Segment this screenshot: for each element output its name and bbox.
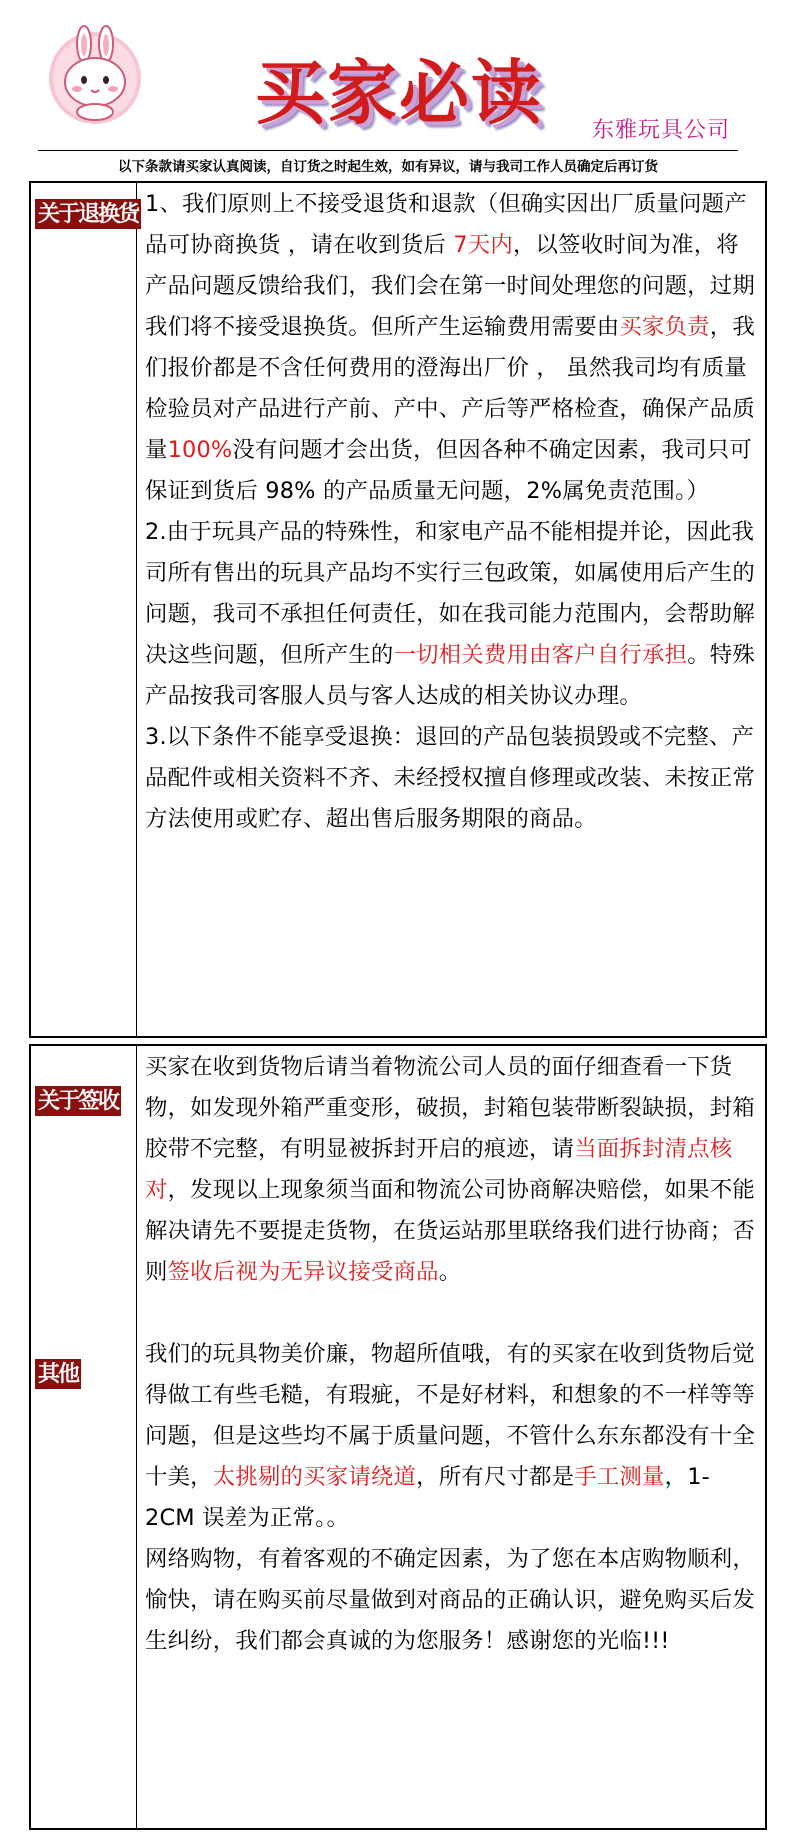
text-span: 。特殊产品按我司客服人员与客人达成的相关协议办理。 — [145, 642, 755, 709]
text-span: ，发现以上现象须当面和物流公司协商解决赔偿，如果不能解决请先不要提走货物，在货运站那里联络我们进行协商；否则 — [145, 1177, 755, 1285]
paragraph — [145, 1539, 757, 1662]
text-span: 3.以下条件不能享受退换：退回的产品包装损毁或不完整、产品配件或相关资料不齐、未经授权擅自修理或改装、未按正常方法使用或贮存、超出售后服务期限的商品。 — [145, 724, 755, 832]
bunny-mascot-icon — [40, 20, 150, 130]
header-divider — [38, 150, 738, 151]
text-span: 2.由于玩具产品的特殊性，和家电产品不能相提并论，因此我司所有售出的玩具产品均不实行三包政策，如属使用后产生的问题，我司不承担任何责任，如在我司能力范围内，会帮助解决这些问题，但所产生的 — [145, 519, 755, 668]
highlight-text: 太挑剔的买家请绕道 — [212, 1464, 417, 1490]
signing-other-section — [29, 1044, 767, 1830]
spacer — [145, 1293, 757, 1334]
highlight-text: 100% — [167, 437, 233, 463]
text-span: ，以签收时间为准，将产品问题反馈给我们，我们会在第一时间处理您的问题，过期我们将不接受退换货。但所产生运输费用需要由 — [145, 232, 755, 340]
text-span: ，1- 2CM 误差为正常。。 — [145, 1464, 710, 1531]
section-label: 关于退换货 — [35, 199, 141, 229]
returns-section — [29, 181, 767, 1038]
paragraph — [145, 717, 757, 840]
company-name: 东雅玩具公司 — [592, 118, 731, 143]
text-span: 网络购物，有着客观的不确定因素，为了您在本店购物顺利，愉快，请在购买前尽量做到对商品的正确认识，避免购买后发生纠纷，我们都会真诚的为您服务！感谢您的光临!!! — [145, 1546, 755, 1654]
text-span: 1、我们原则上不接受退货和退款（但确实因出厂质量问题产品可协商换货 ，请在收到货后 — [145, 191, 747, 258]
section-content — [145, 1047, 757, 1662]
section-label: 其他 — [35, 1359, 81, 1389]
column-divider — [136, 183, 137, 1036]
page-header — [0, 0, 793, 175]
text-span: 。 — [438, 1259, 462, 1285]
highlight-text: 买家负责 — [619, 314, 710, 340]
highlight-text: 手工测量 — [574, 1464, 665, 1490]
page-title: 买家必读 — [255, 51, 543, 134]
highlight-text: 7天内 — [453, 232, 513, 258]
paragraph — [145, 512, 757, 717]
section-label: 关于签收 — [35, 1086, 121, 1116]
section-content — [145, 184, 757, 840]
paragraph — [145, 1334, 757, 1539]
column-divider — [136, 1046, 137, 1828]
text-span: 买家在收到货物后请当着物流公司人员的面仔细查看一下货物，如发现外箱严重变形，破损，封箱包装带断裂缺损，封箱胶带不完整，有明显被拆封开启的痕迹，请 — [145, 1054, 755, 1162]
paragraph — [145, 184, 757, 512]
text-span: ，所有尺寸都是 — [416, 1464, 575, 1490]
highlight-text: 当面拆封清点核对 — [145, 1136, 733, 1203]
notice-text: 以下条款请买家认真阅读，自订货之时起生效，如有异议，请与我司工作人员确定后再订货 — [118, 159, 658, 175]
highlight-text: 签收后视为无异议接受商品 — [167, 1259, 439, 1285]
text-span: 没有问题才会出货，但因各种不确定因素，我司只可保证到货后 98% 的产品质量无问题，2%属免责范围。） — [145, 437, 752, 504]
highlight-text: 一切相关费用由客户自行承担 — [393, 642, 688, 668]
text-span: 我们的玩具物美价廉，物超所值哦，有的买家在收到货物后觉得做工有些毛糙，有瑕疵，不是好材料，和想象的不一样等等问题，但是这些均不属于质量问题，不管什么东东都没有十全十美， — [145, 1341, 755, 1490]
paragraph — [145, 1047, 757, 1293]
text-span: ，我们报价都是不含任何费用的澄海出厂价 ， 虽然我司均有质量检验员对产品进行产前、产中、产后等严格检查，确保产品质量 — [145, 314, 755, 463]
